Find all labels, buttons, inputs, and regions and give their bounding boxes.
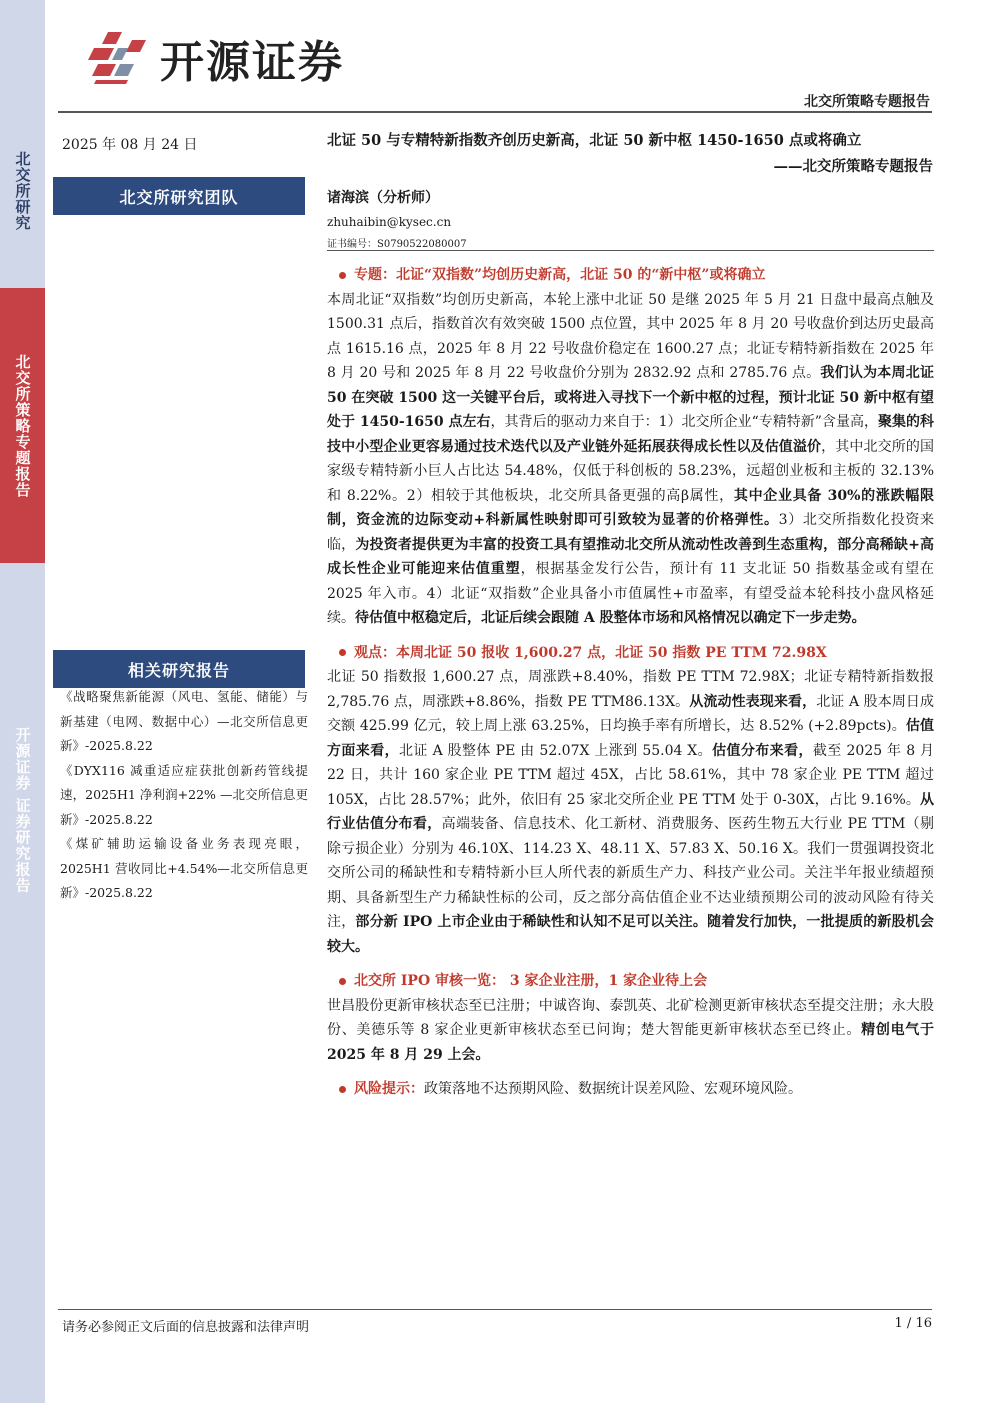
body-text: ，其中北交所的国家级专精特新小巨人占比达 54.48%，仅低于科创板的 58.23%，远超创业板和主板的 32.13%和 8.22%。2）相较于其他板块，北交所具备更强的高β属性，: [327, 438, 935, 504]
risk-line: [327, 1077, 934, 1102]
team-box: 北交所研究团队: [53, 177, 305, 215]
body-bold: 从行业估值分布看，: [327, 791, 934, 832]
body-bold: 估值分布来看，: [712, 742, 813, 759]
analyst-email[interactable]: zhuhaibin@kysec.cn: [327, 215, 452, 229]
report-type-header: 北交所策略专题报告: [804, 94, 930, 110]
body-text: 北证 A 股本周日成交额 425.99 亿元，较上周上涨 63.25%，日均换手率有所增长，达 8.52% (+2.89pcts)。: [327, 693, 935, 734]
analyst-divider: [327, 250, 934, 251]
body-bold: 待估值中枢稳定后，北证后续会跟随 A 股整体市场和风格情况以确定下一步走势。: [355, 610, 866, 626]
logo: [88, 26, 344, 90]
analyst-cert: 证书编号：S0790522080007: [327, 239, 467, 250]
section-heading: [327, 263, 934, 288]
body-bold: 部分新 IPO 上市企业由于稀缺性和认知不足可以关注。随着发行加快，一批提质的新股机会较大。: [327, 914, 934, 955]
page-number: 1 / 16: [894, 1316, 932, 1331]
section-body: [327, 288, 934, 631]
section-body: [327, 665, 934, 959]
body-text: 3）北交所指数化投资来临，: [327, 512, 934, 553]
risk-heading: 风险提示：: [354, 1081, 424, 1097]
sidebar-section-report-type: [0, 288, 45, 563]
body-bold: 估值方面来看，: [327, 718, 934, 759]
body-bold: 精创电气于 2025 年 8 月 29 上会。: [327, 1022, 935, 1063]
sidebar-section-research: [0, 96, 45, 286]
bullet-icon: [339, 272, 346, 279]
related-report-item[interactable]: 《煤矿辅助运输设备业务表现亮眼，2025H1 营收同比+4.54%—北交所信息更新》-2025.8.22: [60, 836, 308, 900]
sidebar-label: 开源证券 证券研究报告: [13, 726, 32, 894]
body-bold: 其中企业具备 30%的涨跌幅限制，资金流的边际变动+科新属性映射即可引致较为显著的价格弹性。: [327, 487, 934, 528]
bullet-icon: [339, 649, 346, 656]
body-text: 北证 A 股整体 PE 由 52.07X 上涨到 55.04 X。: [399, 742, 713, 759]
body-bold: 聚集的科技中小型企业更容易通过技术迭代以及产业链外延拓展获得成长性以及估值溢价: [327, 414, 934, 455]
body-text: ，其背后的驱动力来自于：1）北交所企业“专精特新”含量高，: [490, 414, 878, 430]
risk-text: 政策落地不达预期风险、数据统计误差风险、宏观环境风险。: [424, 1081, 802, 1097]
section-heading-text: 北交所 IPO 审核一览： 3 家企业注册，1 家企业待上会: [354, 973, 708, 989]
body-text: 高端装备、信息技术、化工新材、消费服务、医药生物五大行业 PE TTM（剔除亏损企业）分别为 46.10X、114.23 X、48.11 X、57.83 X、50.16 X。我们一贯强调投资北交所公司的稀缺性和专精特新小巨人所代表的新质生产力、科技产业公司。关注半年报业绩超预期、具备新型生产力稀缺性标的公司，反之部分高估值企业不达业绩预期公司的波动风险有待关注，: [327, 816, 934, 930]
body-text: 截至 2025 年 8 月 22 日，共计 160 家企业 PE TTM 超过 45X，占比 58.61%，其中 78 家企业 PE TTM 超过 105X，占比 28.57%；此外，依旧有 25 家北交所企业 PE TTM 处于 0-30X，占比 9.16%。: [327, 742, 935, 808]
report-title: [327, 128, 933, 180]
sidebar-label: 北交所策略专题报告: [13, 353, 32, 498]
body-bold: 从流动性表现来看，: [689, 693, 817, 710]
sidebar-label: 北交所研究: [13, 151, 32, 231]
header-divider: [58, 111, 932, 113]
body-text: ，根据基金发行公告，预计有 11 支北证 50 指数基金或有望在 2025 年入市。4）北证“双指数”企业具备小市值属性+市盈率，有望受益本轮科技小盘风格延续。: [327, 561, 934, 626]
section-heading-text: 观点：本周北证 50 报收 1,600.27 点，北证 50 指数 PE TTM 72.98X: [354, 644, 827, 661]
report-date: 2025 年 08 月 24 日: [62, 137, 198, 153]
logo-text: 开源证券: [160, 37, 344, 88]
subtitle-line: ——北交所策略专题报告: [773, 158, 933, 175]
analyst-name: 诸海滨（分析师）: [327, 190, 439, 206]
logo-mark-icon: [88, 30, 150, 86]
body-text: 北证 50 指数报 1,600.27 点，周涨跌+8.40%，指数 PE TTM 72.98X；北证专精特新指数报 2,785.76 点，周涨跌+8.86%，指数 PE TTM86.13X。: [327, 669, 934, 710]
related-report-item[interactable]: 《战略聚焦新能源（风电、氢能、储能）与新基建（电网、数据中心）—北交所信息更新》-2025.8.22: [60, 689, 308, 753]
main-content: [327, 263, 934, 1102]
section-heading: [327, 969, 934, 994]
analyst-info: [327, 187, 467, 250]
related-reports-list: [60, 685, 308, 906]
related-report-item[interactable]: 《DYX116 减重适应症获批创新药管线提速，2025H1 净利润+22% —北交所信息更新》-2025.8.22: [60, 762, 308, 827]
section-heading-text: 专题：北证“双指数”均创历史新高，北证 50 的“新中枢”或将确立: [354, 267, 766, 283]
title-line: 北证 50 与专精特新指数齐创历史新高，北证 50 新中枢 1450-1650 点或将确立: [327, 132, 862, 149]
sidebar-section-brand: [0, 700, 45, 920]
body-text: 世昌股份更新审核状态至已注册；中诚咨询、泰凯英、北矿检测更新审核状态至提交注册；永大股份、美德乐等 8 家企业更新审核状态至已问询；楚大智能更新审核状态至已终止。: [327, 997, 934, 1038]
body-bold: 我们认为本周北证 50 在突破 1500 这一关键平台后，或将进入寻找下一个新中枢的过程，预计北证 50 新中枢有望处于 1450-1650 点左右: [327, 365, 935, 430]
section-heading: [327, 641, 934, 666]
body-bold: 为投资者提供更为丰富的投资工具有望推动北交所从流动性改善到生态重构，部分高稀缺+高成长性企业可能迎来估值重塑: [327, 536, 935, 577]
section-body: [327, 994, 934, 1068]
footer-divider: [58, 1309, 932, 1310]
body-text: 本周北证“双指数”均创历史新高，本轮上涨中北证 50 是继 2025 年 5 月 21 日盘中最高点触及 1500.31 点后，指数首次有效突破 1500 点位置，其中 2025 年 8 月 20 号收盘价到达历史最高点 1615.16 点，2025 年 8 月 22 号收盘价稳定在 1600.27 点；北证专精特新指数在 2025 年 8 月 20 号和 2025 年 8 月 22 号收盘价分别为 2832.92 点和 2785.76 点。: [327, 291, 934, 381]
bullet-icon: [339, 978, 346, 985]
related-box: 相关研究报告: [53, 650, 305, 688]
sidebar: [0, 0, 45, 1403]
footer-disclaimer: 请务必参阅正文后面的信息披露和法律声明: [62, 1320, 310, 1335]
bullet-icon: [339, 1086, 346, 1093]
